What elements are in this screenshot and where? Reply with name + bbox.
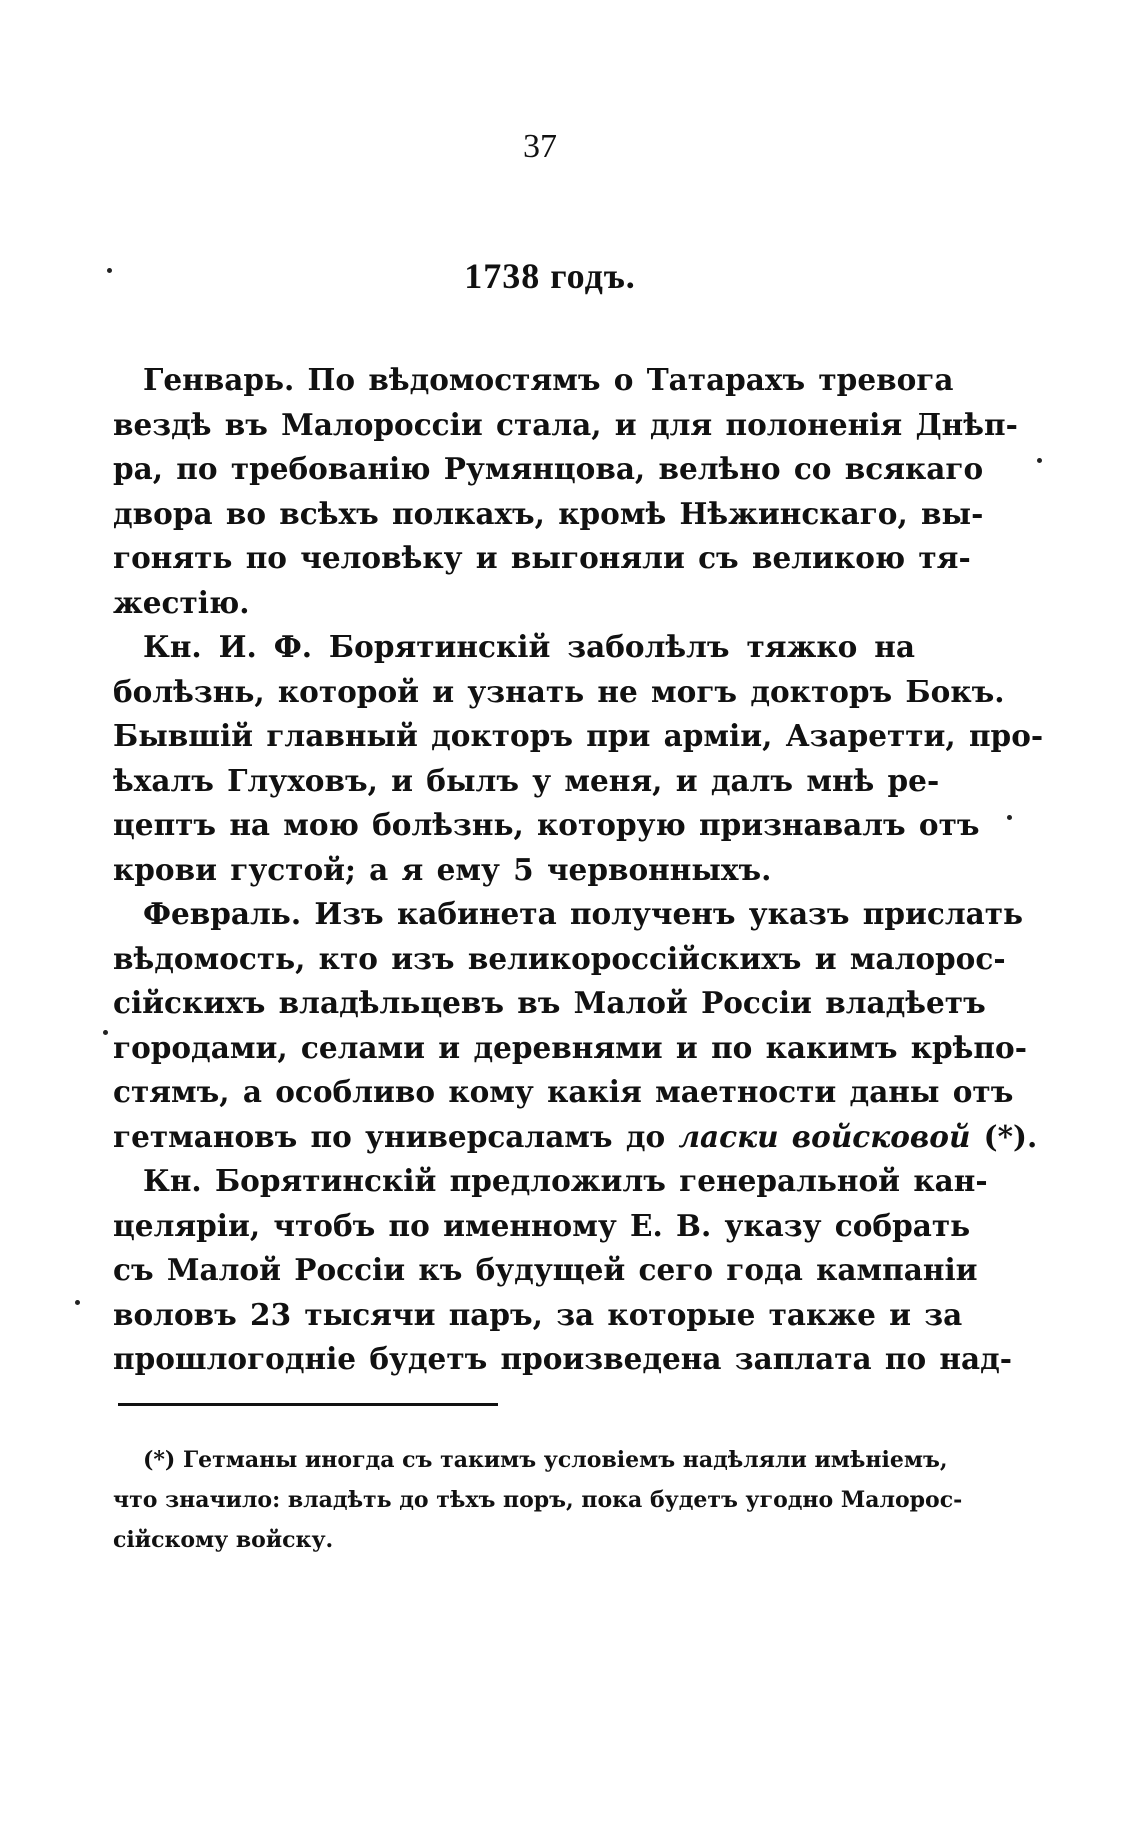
text-line: болѣзнь, которой и узнать не могъ докторъ Бокъ. — [113, 673, 1005, 709]
text-line: воловъ 23 тысячи паръ, за которые также и за — [113, 1296, 963, 1332]
footnote-divider — [118, 1403, 498, 1406]
body-text — [113, 358, 1044, 1382]
footnote-line: что значило: владѣть до тѣхъ поръ, пока будетъ угодно Малорос- — [113, 1487, 963, 1513]
text-line: цептъ на мою болѣзнь, которую признавалъ отъ — [113, 807, 980, 842]
page-number: 37 — [523, 128, 557, 165]
text-line-with-italic — [113, 1115, 1038, 1160]
footnote — [113, 1440, 963, 1560]
text-line: стямъ, а особливо кому какія маетности даны отъ — [113, 1074, 1014, 1109]
text-line: ра, по требованію Румянцова, велѣно со всякаго — [113, 451, 984, 486]
text-line: гонять по человѣку и выгоняли съ великою тя- — [113, 540, 971, 575]
text-line: жестію. — [113, 584, 250, 620]
text-line: сійскихъ владѣльцевъ въ Малой Россіи владѣетъ — [113, 985, 986, 1020]
text-line: съ Малой Россіи къ будущей сего года кампаніи — [113, 1252, 978, 1287]
text-line: Кн. Борятинскій предложилъ генеральной кан- — [143, 1163, 988, 1198]
scan-speck — [107, 268, 112, 273]
scan-speck — [103, 1030, 108, 1035]
text-line: прошлогодніе будетъ произведена заплата по над- — [113, 1341, 1013, 1376]
scan-speck — [1007, 815, 1012, 820]
footnote-marker: (*). — [970, 1118, 1038, 1154]
text-segment: гетмановъ по универсаламъ до — [113, 1118, 679, 1154]
footnote-line: сійскому войску. — [113, 1527, 334, 1553]
scan-speck — [75, 1300, 80, 1305]
text-line: городами, селами и деревнями и по какимъ крѣпо- — [113, 1029, 1027, 1065]
text-line: ѣхалъ Глуховъ, и былъ у меня, и далъ мнѣ ре- — [113, 762, 940, 798]
text-line: Февраль. Изъ кабинета полученъ указъ прислать — [143, 896, 1024, 931]
text-line: крови густой; а я ему 5 червонныхъ. — [113, 851, 772, 887]
text-line: целяріи, чтобъ по именному Е. В. указу собрать — [113, 1207, 971, 1243]
text-line: двора во всѣхъ полкахъ, кромѣ Нѣжинскаго, вы- — [113, 495, 984, 531]
text-line: Генварь. По вѣдомостямъ о Татарахъ тревога — [143, 362, 954, 397]
text-line: Бывшій главный докторъ при арміи, Азаретти, про- — [113, 718, 1044, 753]
year-heading: 1738 годъ. — [464, 256, 636, 296]
text-line: вѣдомость, кто изъ великороссійскихъ и малорос- — [113, 940, 1006, 976]
footnote-line: (*) Гетманы иногда съ такимъ условіемъ надѣляли имѣніемъ, — [143, 1447, 948, 1473]
scan-speck — [1037, 458, 1042, 463]
text-line: вездѣ въ Малороссіи стала, и для полоненія Днѣп- — [113, 406, 1018, 442]
text-line: Кн. И. Ф. Борятинскій заболѣлъ тяжко на — [143, 629, 915, 664]
italic-phrase: ласки войсковой — [678, 1118, 971, 1154]
